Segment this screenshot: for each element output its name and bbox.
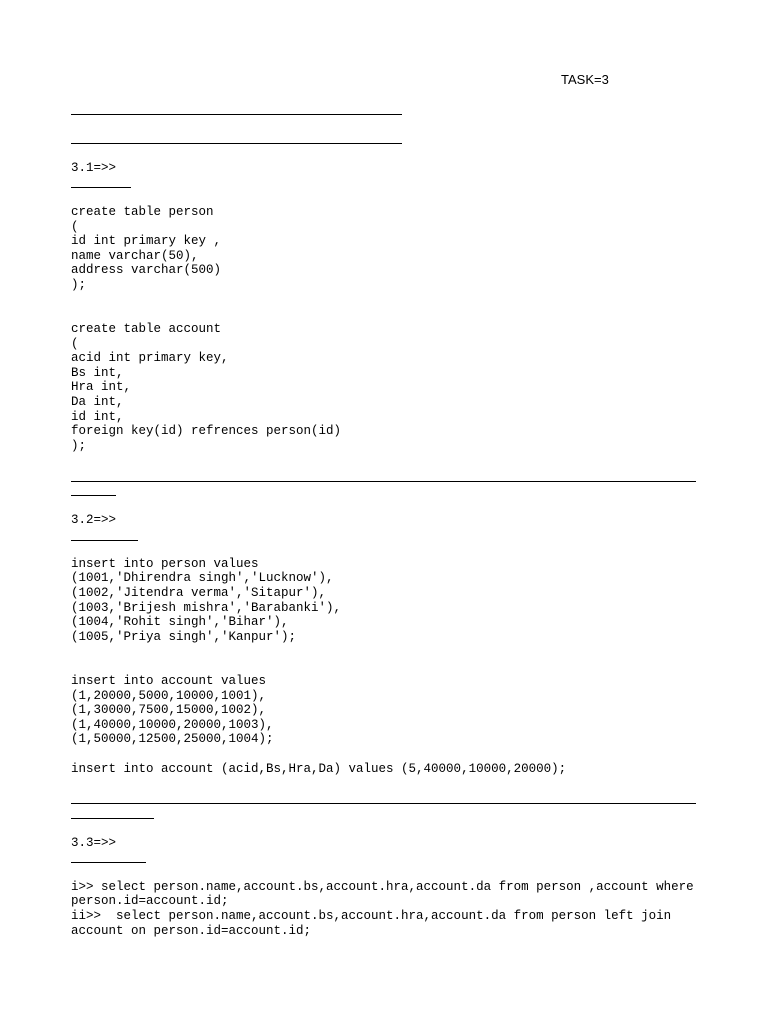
code-line: (1004,'Rohit singh','Bihar'),	[71, 615, 289, 629]
code-line: (	[71, 337, 79, 351]
code-line: (1,40000,10000,20000,1003),	[71, 718, 274, 732]
code-line: Bs int,	[71, 366, 124, 380]
section-label-3-2: 3.2=>>	[71, 513, 117, 527]
code-line: person.id=account.id;	[71, 894, 229, 908]
separator-rule-tail	[71, 818, 154, 819]
code-line: foreign key(id) refrences person(id)	[71, 424, 342, 438]
code-line: );	[71, 439, 87, 453]
separator-rule-tail	[71, 495, 116, 496]
separator-rule	[71, 803, 696, 804]
code-line: (1,20000,5000,10000,1001),	[71, 689, 267, 703]
code-line: create table account	[71, 322, 222, 336]
section-label-3-3: 3.3=>>	[71, 836, 117, 850]
code-line: Hra int,	[71, 380, 132, 394]
code-line: insert into account values	[71, 674, 267, 688]
code-line: (1,30000,7500,15000,1002),	[71, 703, 267, 717]
code-line: name varchar(50),	[71, 249, 199, 263]
code-line: create table person	[71, 205, 214, 219]
code-line: address varchar(500)	[71, 263, 222, 277]
code-line: (1003,'Brijesh mishra','Barabanki'),	[71, 601, 342, 615]
separator-rule	[71, 481, 696, 482]
code-line: acid int primary key,	[71, 351, 229, 365]
section-underline-3-2	[71, 540, 138, 541]
section-underline-3-3	[71, 862, 146, 863]
code-line: (1,50000,12500,25000,1004);	[71, 732, 274, 746]
code-line: ii>> select person.name,account.bs,account.hra,account.da from person left join	[71, 909, 672, 923]
section-underline-3-1	[71, 187, 131, 188]
code-line: insert into account (acid,Bs,Hra,Da) values (5,40000,10000,20000);	[71, 762, 567, 776]
top-rule-2	[71, 143, 402, 144]
task-title: TASK=3	[561, 72, 609, 87]
section-label-3-1: 3.1=>>	[71, 161, 117, 175]
code-line: (1005,'Priya singh','Kanpur');	[71, 630, 297, 644]
top-rule-1	[71, 114, 402, 115]
code-line: (1001,'Dhirendra singh','Lucknow'),	[71, 571, 334, 585]
code-line: id int,	[71, 410, 124, 424]
code-line: (1002,'Jitendra verma','Sitapur'),	[71, 586, 327, 600]
code-line: );	[71, 278, 87, 292]
code-line: (	[71, 220, 79, 234]
code-line: account on person.id=account.id;	[71, 924, 312, 938]
code-line: Da int,	[71, 395, 124, 409]
code-line: i>> select person.name,account.bs,account.hra,account.da from person ,account where	[71, 880, 694, 894]
code-line: insert into person values	[71, 557, 259, 571]
code-line: id int primary key ,	[71, 234, 222, 248]
